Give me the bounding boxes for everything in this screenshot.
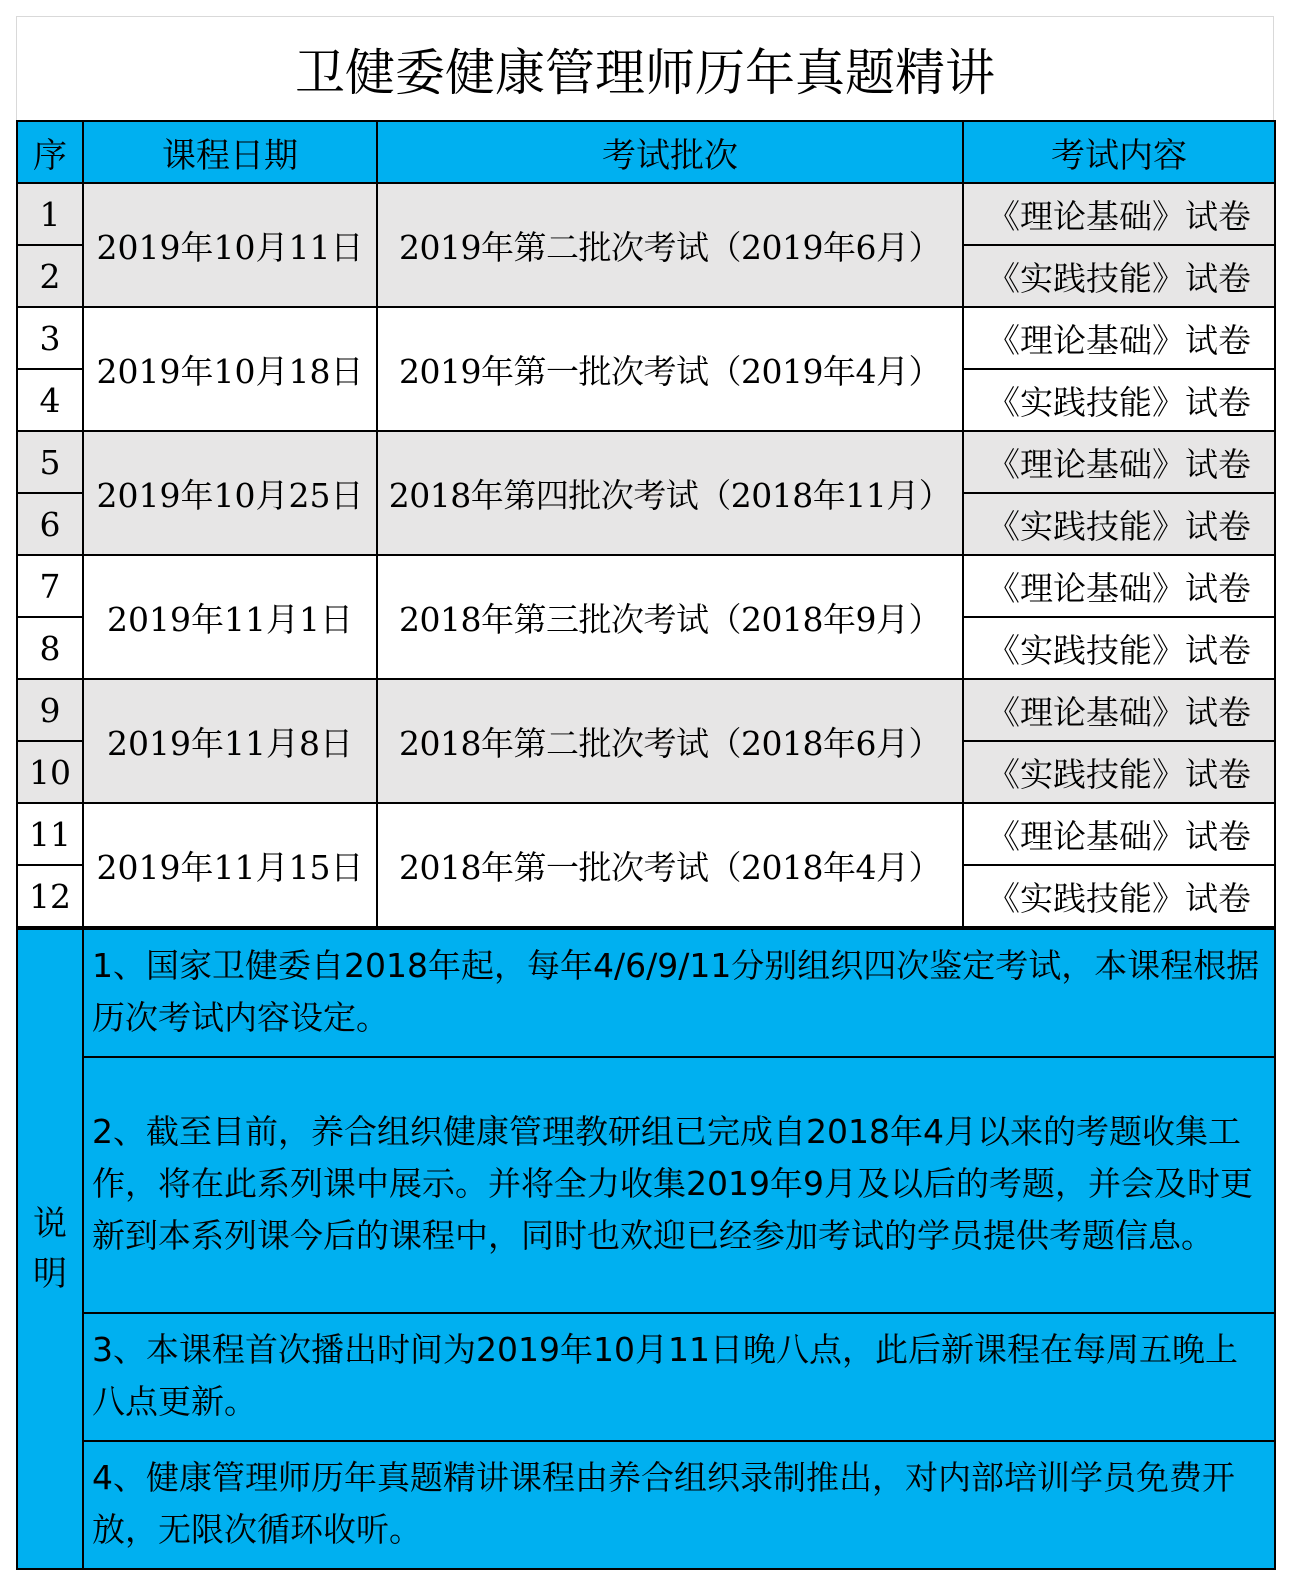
- note-text: 2、截至目前，养合组织健康管理教研组已完成自2018年4月以来的考题收集工作，将在此系列课中展示。并将全力收集2019年9月及以后的考题，并会及时更新到本系列课今后的课程中，同时也欢迎已经参加考试的学员提供考题信息。: [83, 1057, 1275, 1313]
- table-row: [17, 307, 1275, 369]
- note-row: [17, 1057, 1275, 1313]
- note-text: 4、健康管理师历年真题精讲课程由养合组织录制推出，对内部培训学员免费开放，无限次循环收听。: [83, 1441, 1275, 1569]
- table-row: [17, 555, 1275, 617]
- date-cell: 2019年11月8日: [83, 679, 377, 803]
- content-cell: 《实践技能》试卷: [963, 617, 1275, 679]
- seq-cell: 2: [17, 245, 83, 307]
- note-row: [17, 1313, 1275, 1441]
- table-row: [17, 679, 1275, 741]
- content-cell: 《理论基础》试卷: [963, 183, 1275, 245]
- seq-cell: 8: [17, 617, 83, 679]
- header-content: 考试内容: [963, 121, 1275, 183]
- note-text: 1、国家卫健委自2018年起，每年4/6/9/11分别组织四次鉴定考试，本课程根据历次考试内容设定。: [83, 929, 1275, 1057]
- table-row: [17, 803, 1275, 865]
- seq-cell: 9: [17, 679, 83, 741]
- seq-cell: 5: [17, 431, 83, 493]
- date-cell: 2019年11月1日: [83, 555, 377, 679]
- notes-label: 说明: [17, 929, 83, 1569]
- seq-cell: 7: [17, 555, 83, 617]
- date-cell: 2019年10月11日: [83, 183, 377, 307]
- page-title: 卫健委健康管理师历年真题精讲: [16, 16, 1274, 120]
- table-row: [17, 183, 1275, 245]
- content-cell: 《实践技能》试卷: [963, 245, 1275, 307]
- schedule-sheet: [16, 16, 1274, 1570]
- header-seq: 序: [17, 121, 83, 183]
- content-cell: 《理论基础》试卷: [963, 307, 1275, 369]
- seq-cell: 12: [17, 865, 83, 927]
- table-row: [17, 431, 1275, 493]
- seq-cell: 10: [17, 741, 83, 803]
- seq-cell: 3: [17, 307, 83, 369]
- seq-cell: 1: [17, 183, 83, 245]
- content-cell: 《实践技能》试卷: [963, 741, 1275, 803]
- date-cell: 2019年11月15日: [83, 803, 377, 927]
- notes-table: [16, 928, 1276, 1570]
- batch-cell: 2019年第一批次考试（2019年4月）: [377, 307, 963, 431]
- content-cell: 《实践技能》试卷: [963, 369, 1275, 431]
- content-cell: 《实践技能》试卷: [963, 493, 1275, 555]
- seq-cell: 6: [17, 493, 83, 555]
- content-cell: 《理论基础》试卷: [963, 803, 1275, 865]
- seq-cell: 4: [17, 369, 83, 431]
- header-batch: 考试批次: [377, 121, 963, 183]
- note-text: 3、本课程首次播出时间为2019年10月11日晚八点，此后新课程在每周五晚上八点更新。: [83, 1313, 1275, 1441]
- note-row: [17, 1441, 1275, 1569]
- seq-cell: 11: [17, 803, 83, 865]
- date-cell: 2019年10月25日: [83, 431, 377, 555]
- batch-cell: 2019年第二批次考试（2019年6月）: [377, 183, 963, 307]
- content-cell: 《理论基础》试卷: [963, 555, 1275, 617]
- content-cell: 《实践技能》试卷: [963, 865, 1275, 927]
- table-header-row: [17, 121, 1275, 183]
- batch-cell: 2018年第一批次考试（2018年4月）: [377, 803, 963, 927]
- content-cell: 《理论基础》试卷: [963, 431, 1275, 493]
- content-cell: 《理论基础》试卷: [963, 679, 1275, 741]
- header-date: 课程日期: [83, 121, 377, 183]
- batch-cell: 2018年第二批次考试（2018年6月）: [377, 679, 963, 803]
- batch-cell: 2018年第四批次考试（2018年11月）: [377, 431, 963, 555]
- batch-cell: 2018年第三批次考试（2018年9月）: [377, 555, 963, 679]
- note-row: [17, 929, 1275, 1057]
- schedule-table: [16, 120, 1276, 928]
- date-cell: 2019年10月18日: [83, 307, 377, 431]
